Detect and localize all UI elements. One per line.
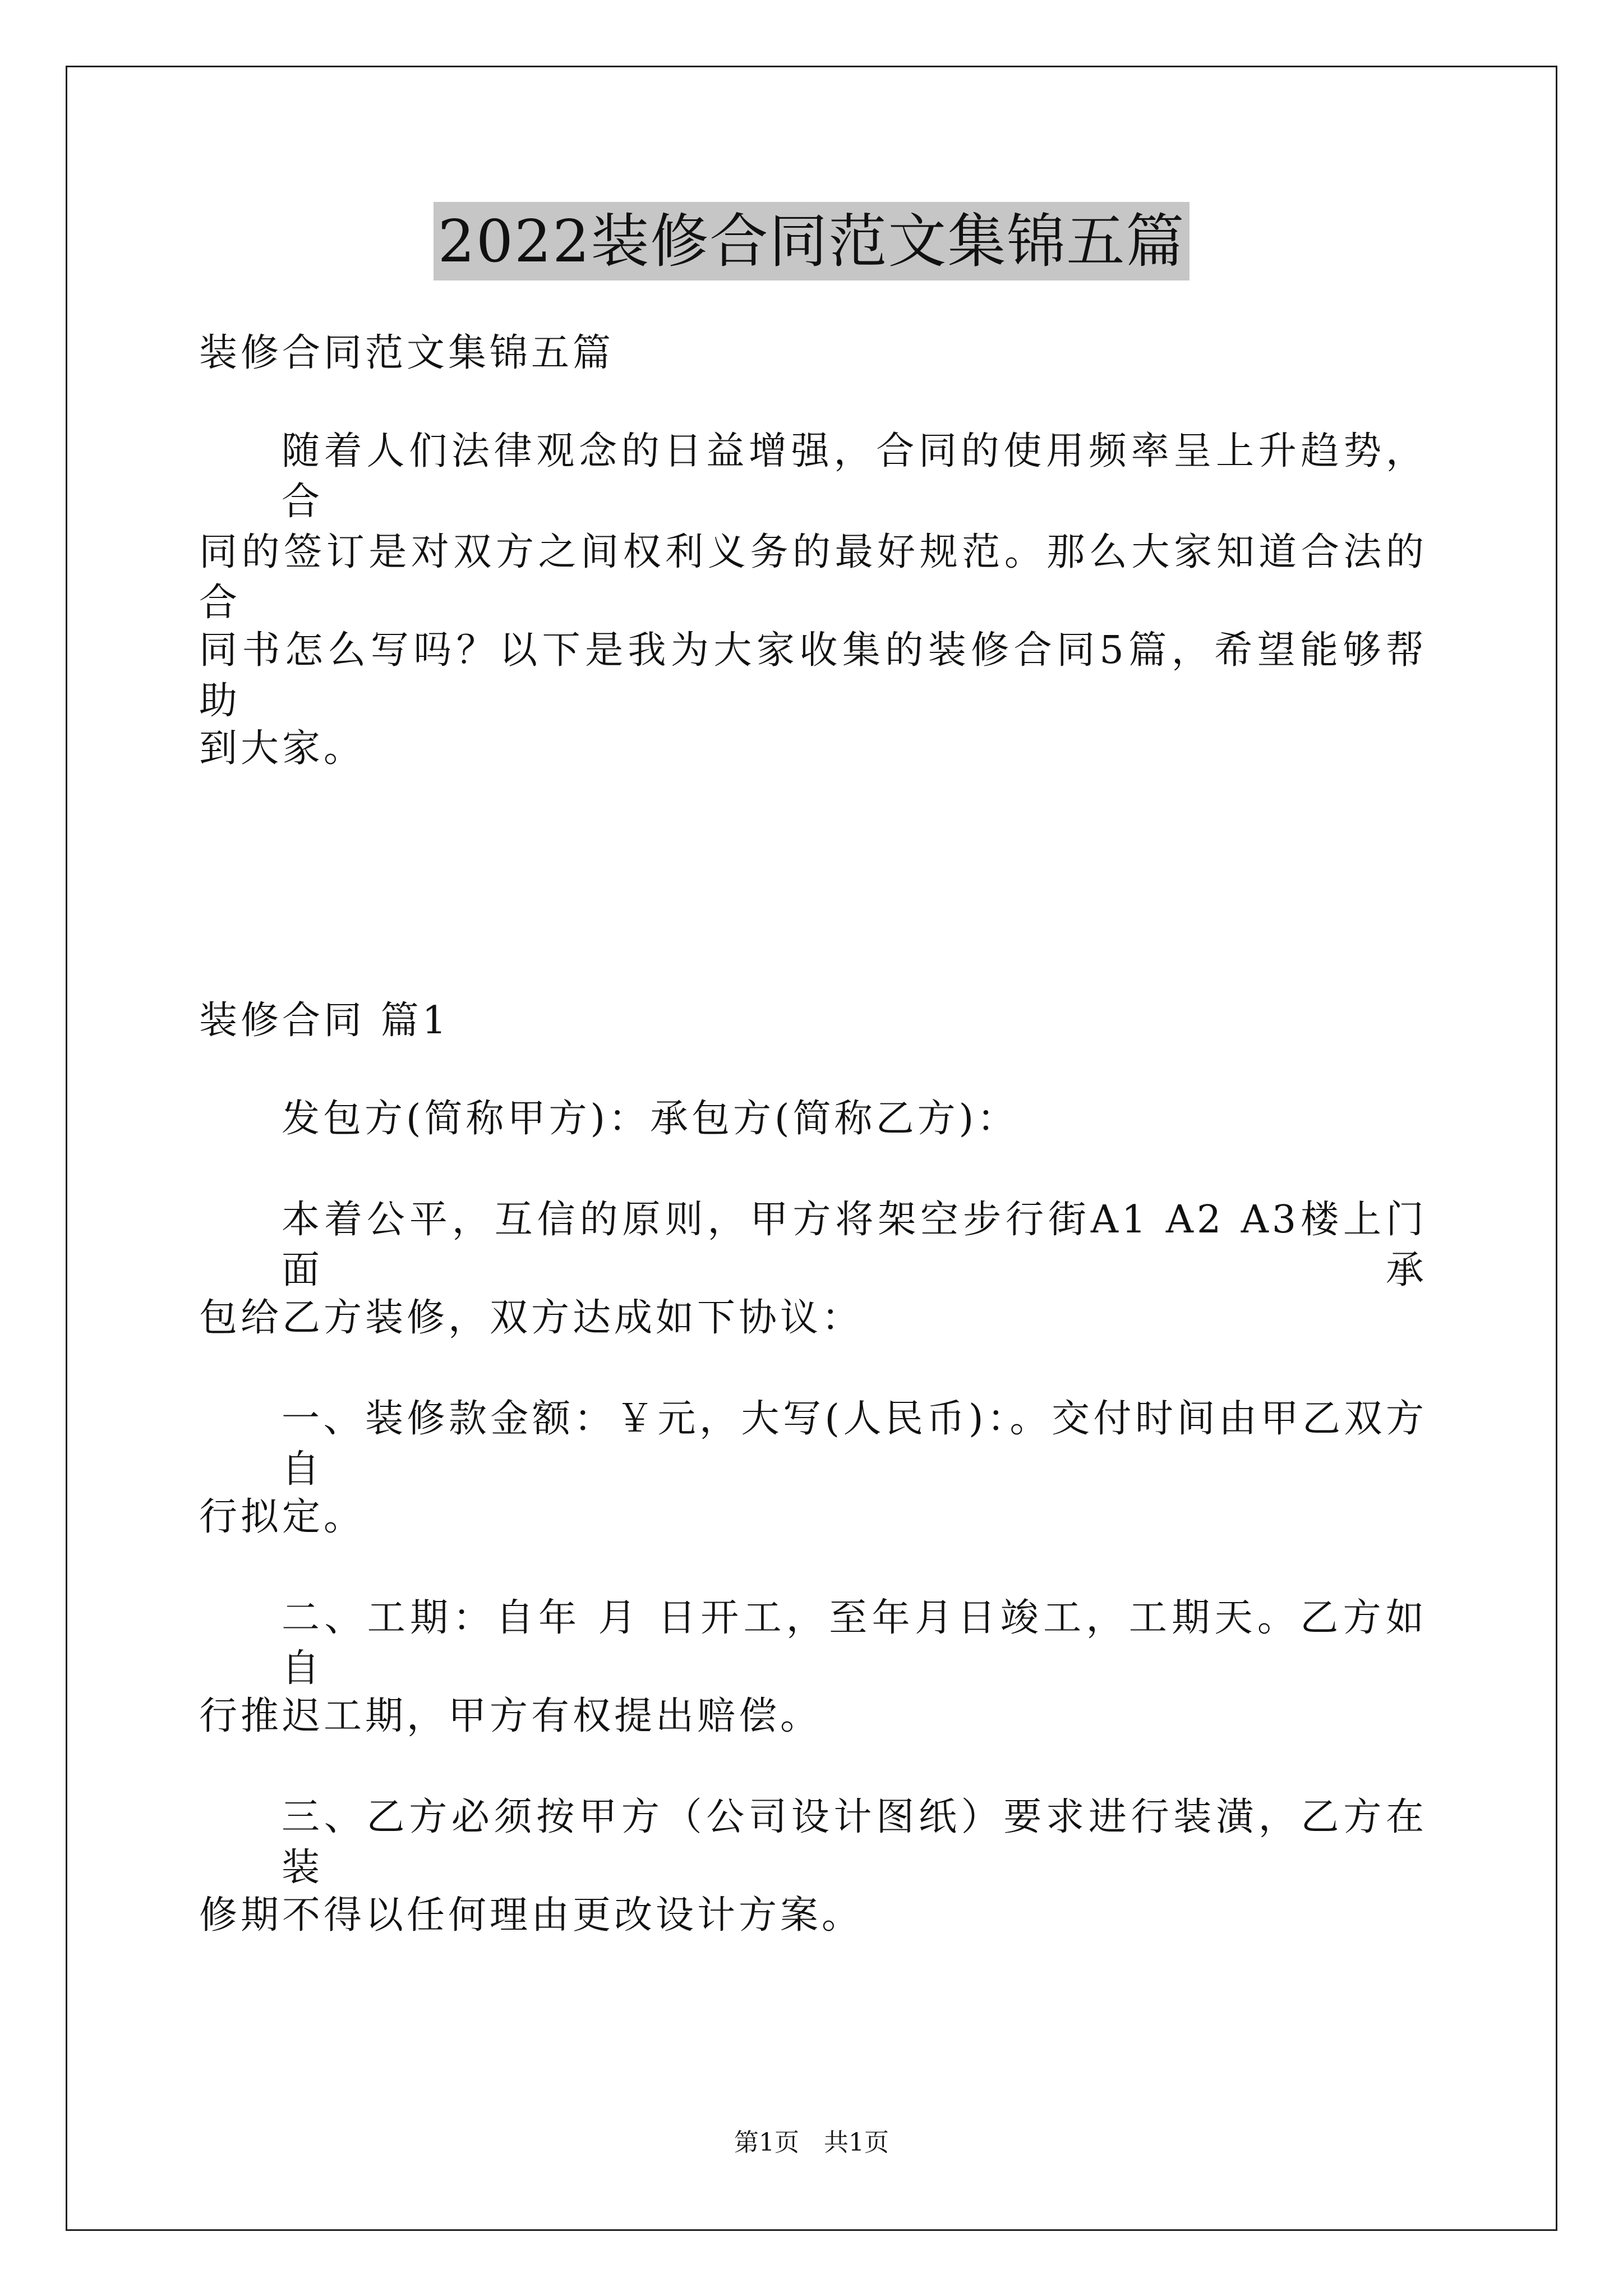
clause-line-1: 本着公平，互信的原则，甲方将架空步行街A1 A2 A3楼上门面承: [282, 1198, 1427, 1292]
clause-line-3: 一、装修款金额：￥元，大写(人民币)：。交付时间由甲乙双方自: [282, 1397, 1427, 1492]
parties-line: 发包方(简称甲方)：承包方(简称乙方)：: [282, 1097, 1019, 1141]
document-subtitle: 装修合同范文集锦五篇: [199, 331, 615, 375]
intro-line-2: 同的签订是对双方之间权利义务的最好规范。那么大家知道合法的合: [199, 530, 1427, 625]
clause-line-7: 三、乙方必须按甲方（公司设计图纸）要求进行装潢，乙方在装: [282, 1795, 1427, 1890]
intro-line-4: 到大家。: [199, 726, 366, 771]
clause-line-4: 行拟定。: [199, 1495, 366, 1539]
intro-line-3: 同书怎么写吗？以下是我为大家收集的装修合同5篇，希望能够帮助: [199, 628, 1427, 723]
title-container: [0, 202, 1623, 280]
intro-line-1: 随着人们法律观念的日益增强，合同的使用频率呈上升趋势，合: [282, 429, 1427, 524]
clause-line-8: 修期不得以任何理由更改设计方案。: [199, 1893, 864, 1938]
page-footer: 第1页 共1页: [734, 2128, 889, 2157]
document-title: 2022装修合同范文集锦五篇: [434, 202, 1190, 280]
section-heading: 装修合同 篇1: [199, 999, 450, 1043]
clause-line-5: 二、工期：自年 月 日开工，至年月日竣工，工期天。乙方如自: [282, 1596, 1427, 1691]
clause-line-2: 包给乙方装修，双方达成如下协议：: [199, 1296, 864, 1340]
clause-line-6: 行推迟工期，甲方有权提出赔偿。: [199, 1694, 822, 1738]
